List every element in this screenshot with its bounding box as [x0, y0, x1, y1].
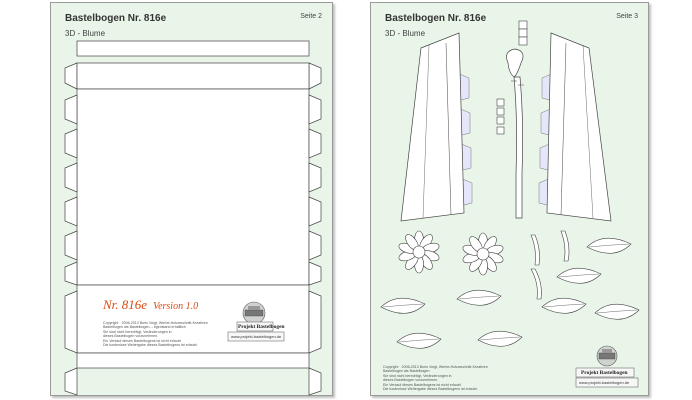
glue-tab	[65, 95, 77, 124]
logo-text: Projekt Bastelbogen	[581, 370, 628, 376]
copyright-notice	[383, 365, 503, 391]
page-title: Bastelbogen Nr. 816e	[65, 13, 167, 24]
page-subtitle: 3D - Blume	[65, 29, 106, 38]
glue-tab	[309, 63, 321, 89]
credit-line: Sie sind nicht berechtigt, Veränderungen in	[103, 329, 172, 334]
glue-tab	[309, 291, 321, 353]
flower-cutting-template	[371, 3, 650, 397]
glue-tab	[309, 262, 321, 285]
credit-line: Bastelbogen als Bastelbogen -- tigenstand erhältlich	[103, 325, 186, 330]
glue-tab	[65, 262, 77, 285]
daisy-flower-part	[462, 233, 505, 275]
credit-line: dieses Bastelbogen vorzunehmen.	[383, 378, 439, 383]
glue-tab	[309, 231, 321, 260]
page-title: Bastelbogen Nr. 816e	[385, 13, 487, 24]
glue-tab	[309, 197, 321, 226]
bottom-flap-strip	[77, 353, 309, 368]
leaf-part	[457, 290, 501, 305]
credit-line: Bastelbogen als Bastelbogen	[383, 369, 430, 374]
leaf-part	[595, 304, 639, 319]
right-petal-part	[539, 33, 611, 221]
leaf-part	[397, 333, 441, 348]
page-number-label: Seite 2	[300, 13, 322, 20]
credit-line: Copyright · 2006-2013 Boris Voigt, Werbe-Holzarschnitt-Kreativen	[383, 365, 488, 369]
credit-line: Copyright · 2006-2013 Boris Voigt, Werbe-Holzarschnitt-Kreativen	[103, 321, 208, 325]
copyright-notice	[103, 321, 223, 347]
credit-line: Die kostenlose Weitergabe dieses Bastelbogens ist erlaubt.	[103, 343, 198, 348]
credit-line: dieses Bastelbogen vorzunehmen.	[103, 334, 159, 339]
daisy-flower-part	[398, 231, 441, 273]
glue-tab	[65, 291, 77, 353]
leaf-part	[557, 268, 601, 283]
version-text: Version 1.0	[153, 301, 199, 312]
logo-text: Projekt Bastelbogen	[238, 324, 285, 330]
version-label	[103, 296, 198, 314]
credit-line: Ein Verkauf dieses Bastelbogens ist nicht erlaubt	[103, 338, 181, 343]
glue-tab	[65, 197, 77, 226]
page-subtitle: 3D - Blume	[385, 29, 426, 38]
glue-tab	[309, 95, 321, 124]
box-main-panel	[77, 89, 309, 285]
glue-tab	[65, 129, 77, 158]
leaf-part	[587, 238, 631, 253]
left-petal-part	[401, 33, 472, 221]
glue-tab	[309, 368, 321, 395]
flower-bud-stem	[507, 49, 524, 218]
glue-tab	[65, 63, 77, 89]
glue-tab	[65, 231, 77, 260]
bastelbogen-page-2	[50, 2, 333, 396]
credit-line: Die kostenlose Weitergabe dieses Bastelbogens ist erlaubt.	[383, 387, 478, 392]
glue-tab	[309, 129, 321, 158]
credit-line: Sie sind nicht berechtigt, Veränderungen in	[383, 373, 452, 378]
stem-pieces	[531, 231, 569, 299]
credit-line: Ein Verkauf dieses Bastelbogens ist nicht erlaubt	[383, 382, 461, 387]
leaf-part	[542, 298, 586, 313]
leaf-part	[478, 331, 522, 346]
top-flap-strip	[77, 41, 309, 56]
leaf-part	[381, 298, 425, 313]
bastelbogen-page-3	[370, 2, 649, 396]
glue-tab	[65, 368, 77, 395]
glue-tab	[309, 163, 321, 192]
page-number-label: Seite 3	[616, 13, 638, 20]
version-number: Nr. 816e	[103, 297, 148, 312]
website-url: www.projekt-bastelbogen.de	[231, 334, 282, 339]
glue-tab	[65, 163, 77, 192]
box-top-panel	[77, 63, 309, 89]
website-url: www.projekt-bastelbogen.de	[579, 380, 630, 385]
